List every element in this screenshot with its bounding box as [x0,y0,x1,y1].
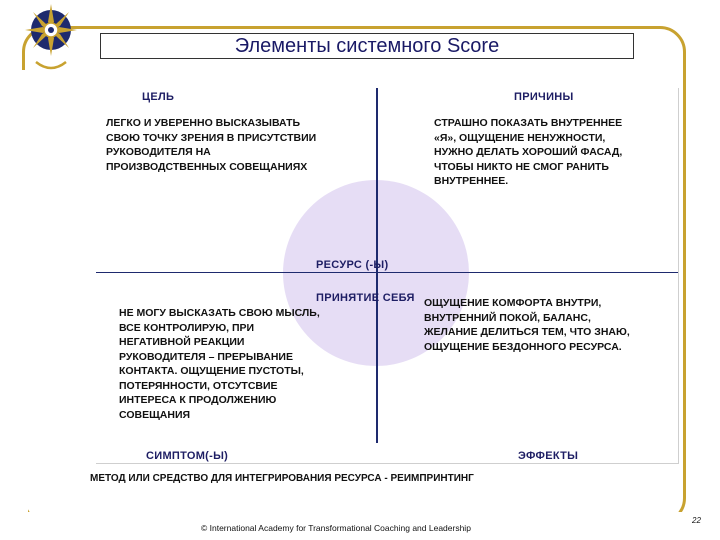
effects-text: ОЩУЩЕНИЕ КОМФОРТА ВНУТРИ, ВНУТРЕННИЙ ПОКОЙ, БАЛАНС, ЖЕЛАНИЕ ДЕЛИТЬСЯ ТЕМ, ЧТО ЗНАЮ, ОЩУЩЕНИЕ БЕЗДОННОГО РЕСУРСА. [424,297,630,353]
academy-logo-icon [22,0,80,80]
resource-value: ПРИНЯТИЕ СЕБЯ [316,292,415,304]
resource-label: РЕСУРС (-Ы) [316,259,389,271]
goal-label: ЦЕЛЬ [142,91,175,103]
page-number: 22 [692,516,701,525]
causes-text: СТРАШНО ПОКАЗАТЬ ВНУТРЕННЕЕ «Я», ОЩУЩЕНИЕ НЕНУЖНОСТИ, НУЖНО ДЕЛАТЬ ХОРОШИЙ ФАСАД, ЧТОБЫ НИКТО НЕ СМОГ РАНИТЬ ВНУТРЕННЕЕ. [434,117,623,187]
symptoms-label: СИМПТОМ(-Ы) [146,450,229,462]
slide-title: Элементы системного Score [100,33,634,59]
symptoms-text: НЕ МОГУ ВЫСКАЗАТЬ СВОЮ МЫСЛЬ, ВСЕ КОНТРОЛИРУЮ, ПРИ НЕГАТИВНОЙ РЕАКЦИИ РУКОВОДИТЕЛЯ – ПРЕРЫВАНИЕ КОНТАКТА. ОЩУЩЕНИЕ ПУСТОТЫ, ПОТЕРЯННОСТИ, ОТСУТСВИЕ ИНТЕРЕСА К ПРОДОЛЖЕНИЮ СОВЕЩАНИЯ [119,307,320,421]
footer-copyright: © International Academy for Transformational Coaching and Leadership [201,523,471,533]
method-text: МЕТОД ИЛИ СРЕДСТВО ДЛЯ ИНТЕГРИРОВАНИЯ РЕСУРСА - РЕИМПРИНТИНГ [90,473,474,484]
effects-label: ЭФФЕКТЫ [518,450,579,462]
causes-label: ПРИЧИНЫ [514,91,574,103]
goal-text: ЛЕГКО И УВЕРЕННО ВЫСКАЗЫВАТЬ СВОЮ ТОЧКУ ЗРЕНИЯ В ПРИСУТСТВИИ РУКОВОДИТЕЛЯ НА ПРОИЗВОДСТВЕННЫХ СОВЕЩАНИЯХ [106,117,317,173]
horizontal-axis [96,272,678,273]
